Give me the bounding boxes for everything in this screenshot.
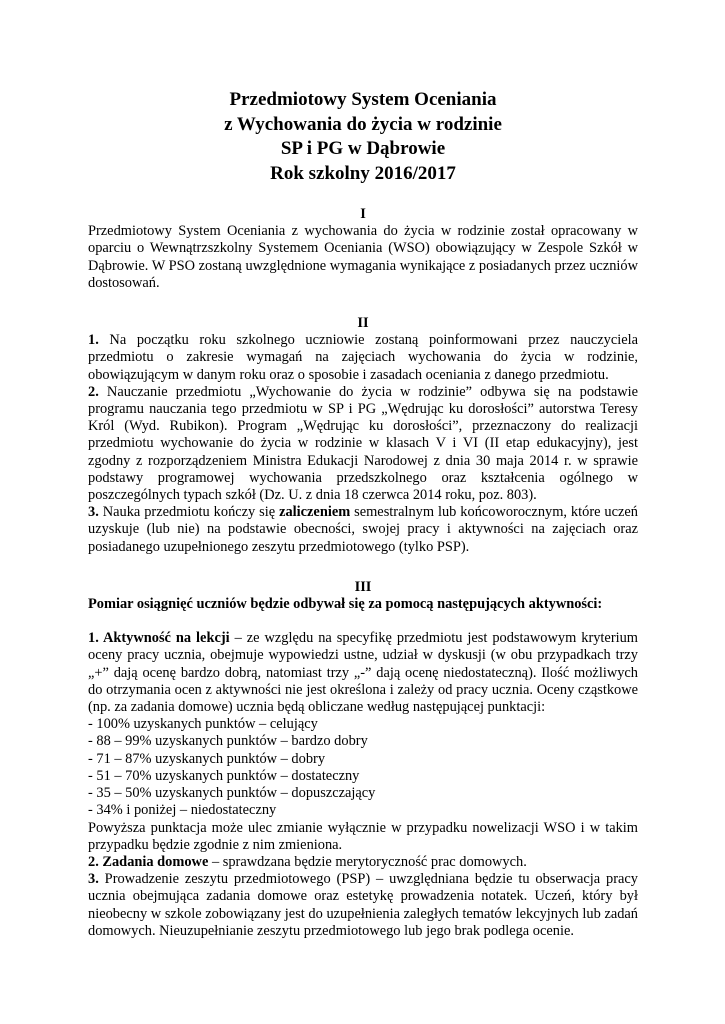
paragraph-text: Na początku roku szkolnego uczniowie zostaną poinformowani przez nauczyciela przedmiotu o zakresie wymagań na zajęciach wychowania do życia w rodzinie, obowiązującym w danym roku oraz o sposobie i zasadach oceniania z danego przedmiotu. [88,332,638,383]
section-2-paragraph-2 [88,384,638,504]
item-text: Prowadzenie zeszytu przedmiotowego (PSP) – uwzględniana będzie tu obserwacja pracy ucznia obejmująca zadania domowe oraz estetykę prowadzenia notatek. Uczeń, który był nieobecny w szkole zobowiązany jest do uzupełnienia zaległych tematów lekcyjnych lub zadań domowych. Nieuzupełnianie zeszytu przedmiotowego lub jego brak podlega ocenie. [88,871,638,939]
list-item: - 100% uzyskanych punktów – celujący [88,716,318,733]
title-line-3: SP i PG w Dąbrowie [280,138,446,159]
item-text: – ze względu na specyfikę przedmiotu jest podstawowym kryterium oceny pracy ucznia, obejmuje wypowiedzi ustne, udział w dyskusji (w obu przypadkach trzy „+” dają ocenę bardzo dobrą, natomiast trzy „-” dają ocenę niedostateczną). Ilość możliwych do otrzymania ocen z aktywności nie jest określona i zależy od pracy ucznia. Oceny cząstkowe (np. za zadania domowe) ucznia będą obliczane według następującej punktacji: [88,630,638,716]
paragraph-text: Nauka przedmiotu kończy się [98,504,280,521]
list-item: - 35 – 50% uzyskanych punktów – dopuszczający [88,785,376,802]
paragraph-number: 2. [88,383,99,400]
grading-scale-list [88,716,638,819]
document-page [88,88,638,940]
section-3-heading: Pomiar osiągnięć uczniów będzie odbywał się za pomocą następujących aktywności: [88,596,603,613]
list-item: - 88 – 99% uzyskanych punktów – bardzo dobry [88,733,368,750]
section-3-number: III [354,578,372,595]
section-2-paragraph-3 [88,504,638,556]
title-line-2: z Wychowania do życia w rodzinie [224,113,502,135]
paragraph-number: 3. [88,504,99,521]
paragraph-number: 1. [88,332,99,349]
paragraph-text: Nauczanie przedmiotu „Wychowanie do życia w rodzinie” odbywa się na podstawie programu nauczania tego przedmiotu w SP i PG „Wędrując ku dorosłości” autorstwa Teresy Król (Wyd. Rubikon). Program „Wędrując ku dorosłości”, przeznaczony do realizacji przedmiotu wychowanie do życia w rodzinie w klasach V i VI (II etap edukacyjny), jest zgodny z rozporządzeniem Ministra Edukacji Narodowej z dnia 30 maja 2014 r. w sprawie podstawy programowej wychowania przedszkolnego oraz kształcenia ogólnego w poszczególnych typach szkół (Dz. U. z dnia 18 czerwca 2014 roku, poz. 803). [88,383,638,504]
title-line-4: Rok szkolny 2016/2017 [270,162,456,184]
item-label: 2. Zadania domowe [88,853,209,870]
section-1-number: I [360,206,366,222]
paragraph-text: semestralnym lub końcoworocznym, które uczeń uzyskuje (lub nie) na podstawie obecności, swojej pracy i aktywności na zajęciach oraz posiadanego uzupełnionego zeszytu przedmiotowego (tylko PSP). [88,504,638,555]
paragraph-number: 3. [88,871,99,888]
zaliczenie-bold: zaliczeniem [279,504,351,521]
list-item: - 51 – 70% uzyskanych punktów – dostateczny [88,767,360,784]
section-2-number: II [357,315,369,332]
document-title [88,88,638,186]
scale-note: Powyższa punktacja może ulec zmianie wyłącznie w przypadku nowelizacji WSO i w takim przypadku będzie zgodnie z nim zmieniona. [88,819,638,853]
item-text: – sprawdzana będzie merytoryczność prac domowych. [208,853,527,870]
list-item: - 71 – 87% uzyskanych punktów – dobry [88,750,326,767]
item-1-aktywnosc [88,630,638,716]
list-item: - 34% i poniżej – niedostateczny [88,802,277,819]
section-2-paragraph-1 [88,332,638,384]
item-label: 1. Aktywność na lekcji [88,630,230,647]
item-3-zeszyt [88,871,638,940]
item-2-zadania-domowe [88,854,638,871]
section-1-text: Przedmiotowy System Oceniania z wychowania do życia w rodzinie został opracowany w oparciu o Wewnątrzszkolny Systemem Oceniania (WSO) obowiązujący w Zespole Szkół w Dąbrowie. W PSO zostaną uwzględnione wymagania wynikające z posiadanych przez uczniów dostosowań. [88,223,638,291]
title-line-1: Przedmiotowy System Oceniania [229,89,497,110]
